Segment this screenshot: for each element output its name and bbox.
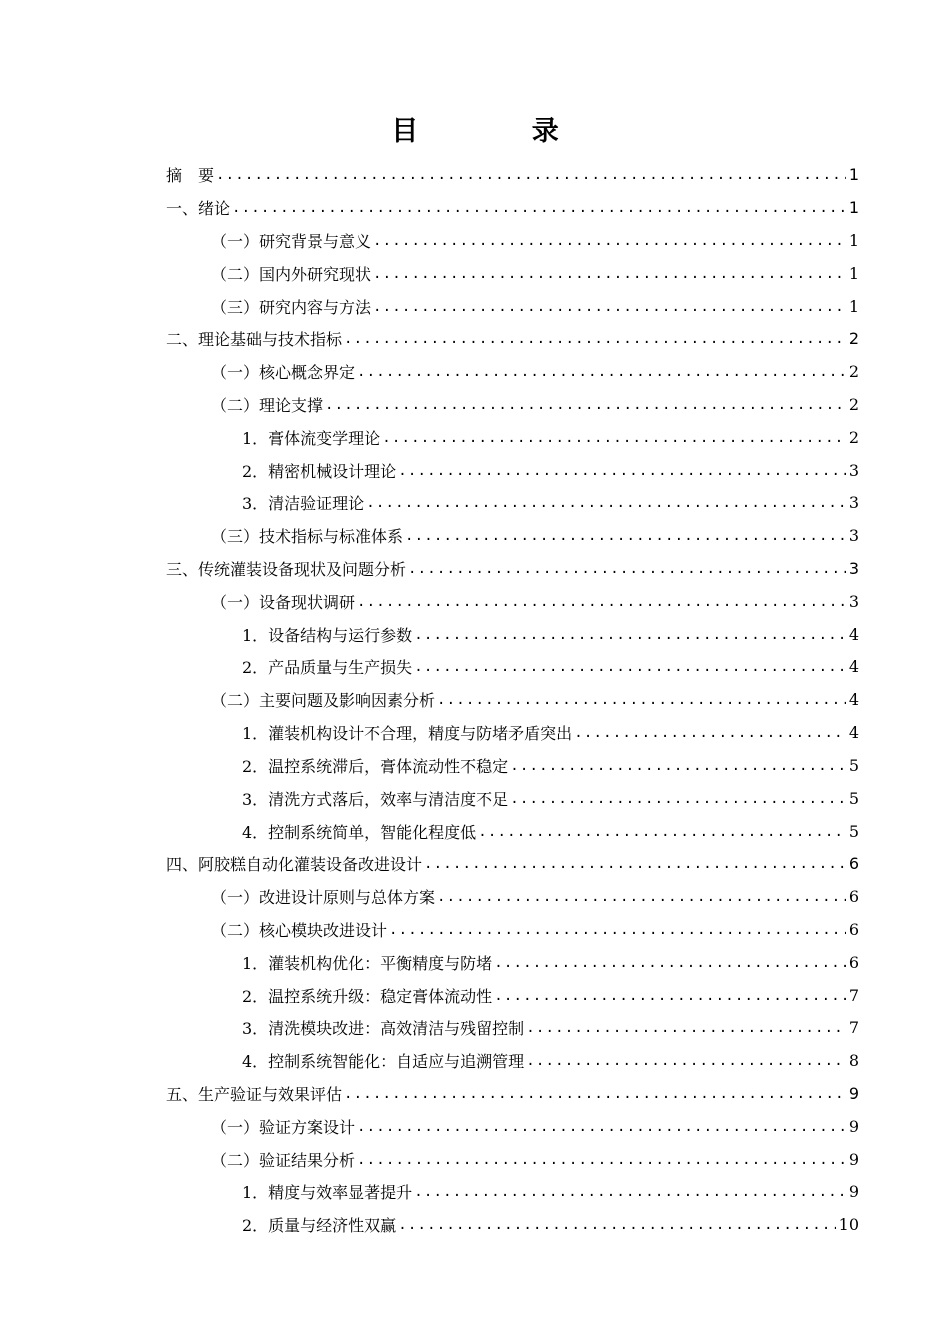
toc-entry[interactable] <box>242 1011 859 1043</box>
dot-leader <box>424 856 846 872</box>
toc-title: 目 录 <box>391 116 611 147</box>
toc-entry[interactable] <box>211 913 859 945</box>
dot-leader <box>357 364 846 380</box>
dot-leader <box>526 1020 846 1036</box>
toc-entry-label: （三）研究内容与方法 <box>211 297 372 317</box>
dot-leader <box>437 692 846 708</box>
dot-leader <box>526 1053 846 1069</box>
toc-entry[interactable] <box>211 290 859 322</box>
dot-leader <box>344 1086 846 1102</box>
toc-entry-page: 7 <box>848 985 859 1005</box>
toc-entry-page: 9 <box>848 1116 859 1136</box>
toc-entry-label: 1．设备结构与运行参数 <box>242 625 413 645</box>
toc-entry-page: 4 <box>848 722 859 742</box>
toc-entry-label: 2．温控系统升级：稳定膏体流动性 <box>242 986 493 1006</box>
toc-entry[interactable] <box>211 388 859 420</box>
toc-entry-page: 8 <box>848 1050 859 1070</box>
toc-entry-label: 4．控制系统简单，智能化程度低 <box>242 822 477 842</box>
toc-entry[interactable] <box>242 454 859 486</box>
toc-entry-label: 四、阿胶糕自动化灌装设备改进设计 <box>166 854 423 874</box>
dot-leader <box>373 299 846 315</box>
toc-entry-label: 3．清洗方式落后，效率与清洁度不足 <box>242 789 509 809</box>
toc-entry[interactable] <box>211 1143 859 1175</box>
toc-entry[interactable] <box>242 650 859 682</box>
dot-leader <box>494 988 846 1004</box>
toc-entry-page: 1 <box>848 296 859 316</box>
dot-leader <box>389 922 846 938</box>
toc-entry-page: 1 <box>848 263 859 283</box>
toc-entry[interactable] <box>242 1044 859 1076</box>
toc-entry[interactable] <box>211 519 859 551</box>
toc-entry-page: 2 <box>848 427 859 447</box>
toc-entry[interactable] <box>242 749 859 781</box>
toc-entry-page: 3 <box>848 460 859 480</box>
toc-entry-label: （一）设备现状调研 <box>211 592 356 612</box>
toc-entry-label: 4．控制系统智能化：自适应与追溯管理 <box>242 1051 525 1071</box>
toc-entry[interactable] <box>211 683 859 715</box>
dot-leader <box>357 594 846 610</box>
dot-leader <box>366 495 846 511</box>
dot-leader <box>232 200 846 216</box>
toc-entry[interactable] <box>166 552 859 584</box>
toc-entry[interactable] <box>242 486 859 518</box>
toc-entry-label: （二）主要问题及影响因素分析 <box>211 690 436 710</box>
toc-entry[interactable] <box>242 815 859 847</box>
toc-entry[interactable] <box>166 158 859 190</box>
dot-leader <box>398 1217 835 1233</box>
toc-entry-label: 二、理论基础与技术指标 <box>166 329 343 349</box>
toc-entry[interactable] <box>242 1208 859 1240</box>
toc-entry-page: 9 <box>848 1181 859 1201</box>
toc-entry-label: 1．精度与效率显著提升 <box>242 1182 413 1202</box>
toc-entry-page: 3 <box>848 492 859 512</box>
toc-entry-label: （二）验证结果分析 <box>211 1150 356 1170</box>
toc-entry-label: （一）研究背景与意义 <box>211 231 372 251</box>
toc-entry-page: 6 <box>848 886 859 906</box>
toc-entry-page: 9 <box>848 1083 859 1103</box>
toc-entry-page: 2 <box>848 394 859 414</box>
toc-entry-label: （一）验证方案设计 <box>211 1117 356 1137</box>
toc-entry[interactable] <box>242 618 859 650</box>
dot-leader <box>414 659 846 675</box>
toc-entry[interactable] <box>211 1110 859 1142</box>
dot-leader <box>357 1152 846 1168</box>
toc-entry[interactable] <box>166 191 859 223</box>
toc-entry[interactable] <box>211 224 859 256</box>
toc-entry-page: 2 <box>848 328 859 348</box>
dot-leader <box>373 266 846 282</box>
toc-entry[interactable] <box>242 716 859 748</box>
dot-leader <box>325 397 846 413</box>
toc-entry-page: 9 <box>848 1149 859 1169</box>
dot-leader <box>216 167 846 183</box>
toc-entry-label: 1．灌装机构优化：平衡精度与防堵 <box>242 953 493 973</box>
toc-entry-page: 4 <box>848 656 859 676</box>
dot-leader <box>574 725 846 741</box>
toc-entry[interactable] <box>211 257 859 289</box>
toc-entry-label: 摘 要 <box>166 165 215 185</box>
toc-entry-page: 4 <box>848 624 859 644</box>
toc-entry[interactable] <box>211 355 859 387</box>
dot-leader <box>494 955 846 971</box>
toc-entry[interactable] <box>211 880 859 912</box>
toc-entry-page: 5 <box>848 788 859 808</box>
toc-entry-label: 2．温控系统滞后，膏体流动性不稳定 <box>242 756 509 776</box>
toc-entry[interactable] <box>242 979 859 1011</box>
toc-entry-label: 1．膏体流变学理论 <box>242 428 381 448</box>
toc-entry[interactable] <box>166 322 859 354</box>
dot-leader <box>405 528 846 544</box>
toc-entry-label: 2．质量与经济性双赢 <box>242 1215 397 1235</box>
toc-entry-page: 6 <box>848 919 859 939</box>
toc-entry-label: （三）技术指标与标准体系 <box>211 526 404 546</box>
toc-entry-page: 5 <box>848 755 859 775</box>
dot-leader <box>357 1119 846 1135</box>
toc-entry-label: 五、生产验证与效果评估 <box>166 1084 343 1104</box>
toc-entry[interactable] <box>166 847 859 879</box>
toc-entry-page: 3 <box>848 558 859 578</box>
toc-entry-label: （一）改进设计原则与总体方案 <box>211 887 436 907</box>
toc-entry-label: 2．产品质量与生产损失 <box>242 657 413 677</box>
toc-entry-page: 7 <box>848 1017 859 1037</box>
toc-entry-label: （二）核心模块改进设计 <box>211 920 388 940</box>
dot-leader <box>510 758 846 774</box>
toc-entry[interactable] <box>242 782 859 814</box>
dot-leader <box>373 233 846 249</box>
toc-entry-page: 1 <box>848 197 859 217</box>
toc-entry-page: 3 <box>848 591 859 611</box>
dot-leader <box>414 627 846 643</box>
toc-entry-label: 三、传统灌装设备现状及问题分析 <box>166 559 407 579</box>
toc-entry-label: 一、绪论 <box>166 198 231 218</box>
dot-leader <box>382 430 846 446</box>
toc-entry[interactable] <box>211 585 859 617</box>
toc-entry-label: 3．清洁验证理论 <box>242 493 365 513</box>
toc-entry-label: 3．清洗模块改进：高效清洁与残留控制 <box>242 1018 525 1038</box>
toc-entry[interactable] <box>242 421 859 453</box>
toc-entry[interactable] <box>166 1077 859 1109</box>
dot-leader <box>437 889 846 905</box>
toc-entry-label: （二）国内外研究现状 <box>211 264 372 284</box>
toc-entry-label: （一）核心概念界定 <box>211 362 356 382</box>
toc-entry-page: 10 <box>838 1214 859 1234</box>
toc-entry[interactable] <box>242 1175 859 1207</box>
dot-leader <box>408 561 846 577</box>
toc-entry-page: 5 <box>848 821 859 841</box>
dot-leader <box>344 331 846 347</box>
toc-entry-page: 2 <box>848 361 859 381</box>
toc-entry-label: （二）理论支撑 <box>211 395 324 415</box>
toc-entry[interactable] <box>242 946 859 978</box>
toc-entry-label: 1．灌装机构设计不合理，精度与防堵矛盾突出 <box>242 723 573 743</box>
dot-leader <box>398 463 846 479</box>
toc-entry-page: 1 <box>848 164 859 184</box>
toc-entry-label: 2．精密机械设计理论 <box>242 461 397 481</box>
dot-leader <box>414 1184 846 1200</box>
dot-leader <box>478 824 846 840</box>
dot-leader <box>510 791 846 807</box>
toc-entry-page: 6 <box>848 952 859 972</box>
toc-entry-page: 4 <box>848 689 859 709</box>
toc-entry-page: 1 <box>848 230 859 250</box>
toc-entry-page: 3 <box>848 525 859 545</box>
toc-entry-page: 6 <box>848 853 859 873</box>
